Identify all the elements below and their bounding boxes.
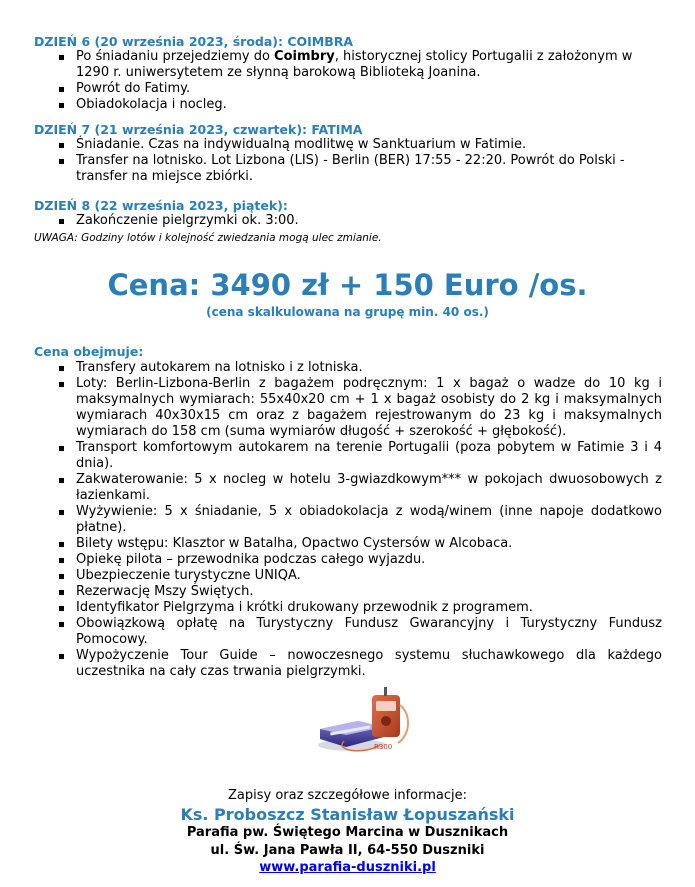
included-list bbox=[58, 360, 662, 680]
list-item: Wyżywienie: 5 x śniadanie, 5 x obiadokolacja z wodą/winem (inne napoje dodatkowo płatne). bbox=[58, 504, 662, 536]
day-6-list bbox=[58, 49, 668, 113]
list-item: Opiekę pilota – przewodnika podczas całego wyjazdu. bbox=[58, 552, 662, 568]
list-item: Bilety wstępu: Klasztor w Batalha, Opactwo Cystersów w Alcobaca. bbox=[58, 536, 662, 552]
list-item: Wypożyczenie Tour Guide – nowoczesnego systemu słuchawkowego dla każdego uczestnika na cały czas trwania pielgrzymki. bbox=[58, 648, 662, 680]
list-item: Zakończenie pielgrzymki ok. 3:00. bbox=[58, 213, 668, 229]
price-subtitle: (cena skalkulowana na grupę min. 40 os.) bbox=[206, 305, 489, 319]
contact-parish: Parafia pw. Świętego Marcina w Dusznikach bbox=[186, 825, 509, 840]
device-label: R300 bbox=[374, 743, 393, 751]
contact-intro: Zapisy oraz szczegółowe informacje: bbox=[227, 788, 467, 803]
list-item: Ubezpieczenie turystyczne UNIQA. bbox=[58, 568, 662, 584]
list-item: Loty: Berlin-Lizbona-Berlin z bagażem podręcznym: 1 x bagaż o wadze do 10 kg i maksymalnych wymiarach: 55x40x20 cm + 1 x bagaż osobisty do 2 kg i maksymalnych wymiarach 40x30x15 cm oraz z bagażem rejestrowanym do 23 kg i maksymalnych wymiarach do 158 cm (suma wymiarów długość + szerokość + głębokość). bbox=[58, 376, 662, 440]
list-item: Śniadanie. Czas na indywidualną modlitwę w Sanktuarium w Fatimie. bbox=[58, 137, 668, 153]
list-item: Rezerwację Mszy Świętych. bbox=[58, 584, 662, 600]
day-8-heading: DZIEŃ 8 (22 września 2023, piątek): bbox=[34, 198, 288, 213]
day-6-heading: DZIEŃ 6 (20 września 2023, środa): COIMBRA bbox=[34, 34, 354, 49]
day-7-list bbox=[58, 137, 668, 185]
list-item: Transport komfortowym autokarem na terenie Portugalii (poza pobytem w Fatimie 3 i 4 dnia). bbox=[58, 440, 662, 472]
website-link[interactable]: www.parafia-duszniki.pl bbox=[259, 860, 436, 875]
contact-website bbox=[0, 860, 695, 875]
list-item: Powrót do Fatimy. bbox=[58, 81, 668, 97]
day-8-list bbox=[58, 213, 668, 229]
price-heading: Cena: 3490 zł + 150 Euro /os. bbox=[107, 268, 588, 302]
list-item: Identyfikator Pielgrzyma i krótki drukowany przewodnik z programem. bbox=[58, 600, 662, 616]
contact-name: Ks. Proboszcz Stanisław Łopuszański bbox=[180, 805, 515, 824]
list-item: Transfer na lotnisko. Lot Lizbona (LIS) - Berlin (BER) 17:55 - 22:20. Powrót do Polski - transfer na miejsce zbiórki. bbox=[58, 153, 668, 185]
list-item: Obowiązkową opłatę na Turystyczny Fundusz Gwarancyjny i Turystyczny Fundusz Pomocowy. bbox=[58, 616, 662, 648]
list-item: Po śniadaniu przejedziemy do Coimbry, historycznej stolicy Portugalii z założonym w 1290 r. uniwersytetem ze słynną barokową Biblioteką Joanina. bbox=[58, 49, 668, 81]
contact-address: ul. Św. Jana Pawła II, 64-550 Duszniki bbox=[210, 843, 485, 858]
included-heading: Cena obejmuje: bbox=[34, 344, 144, 359]
day-7-heading: DZIEŃ 7 (21 września 2023, czwartek): FATIMA bbox=[34, 122, 363, 137]
change-notice: UWAGA: Godziny lotów i kolejność zwiedzania mogą ulec zmianie. bbox=[34, 232, 382, 244]
list-item: Obiadokolacja i nocleg. bbox=[58, 97, 668, 113]
list-item: Zakwaterowanie: 5 x nocleg w hotelu 3-gwiazdkowym*** w pokojach dwuosobowych z łazienkami. bbox=[58, 472, 662, 504]
tour-guide-device-image bbox=[314, 685, 414, 755]
list-item: Transfery autokarem na lotnisko i z lotniska. bbox=[58, 360, 662, 376]
